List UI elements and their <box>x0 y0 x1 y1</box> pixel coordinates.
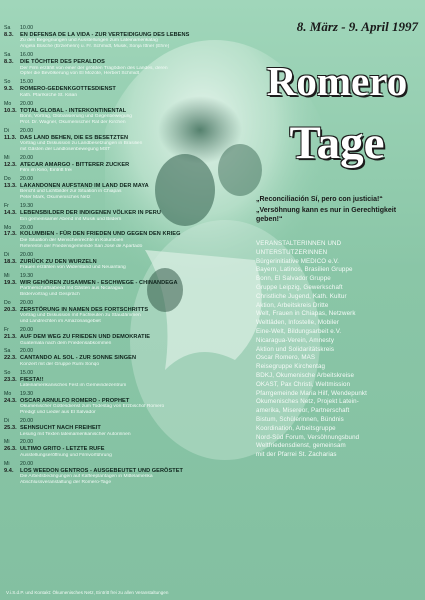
entry-description: Lesung mit Texten lateinamerikanischer Autorinnen <box>20 431 131 437</box>
entry-description: Vortrag und Diskussion zu Landbesetzungen in Brasilien <box>20 141 143 147</box>
entry-description: Zu den Begegnungen und Ausstellungen zum Lateinamerikatag <box>20 38 158 44</box>
entry-time: 20.00 <box>20 100 33 107</box>
entry-description: und Landrechten im Amazonasgebiet <box>20 319 101 325</box>
entry-date: 24.3. <box>4 397 17 404</box>
entry-date: 9.4. <box>4 467 14 474</box>
program-entry <box>4 274 274 298</box>
entry-description: Prof. Dr. Wagner, Ökumenischer Rat der Kirchen <box>20 119 126 125</box>
entry-title: ROMERO-GEDENKGOTTESDIENST <box>20 86 116 93</box>
entry-time: 15.00 <box>20 369 33 376</box>
entry-description: Der Film erzählt von einer der größten Tragödien des Landes, deren <box>20 65 168 71</box>
entry-title: AUF DEM WEG ZU FRIEDEN UND DEMOKRATIE <box>20 334 150 341</box>
entry-weekday: Mo <box>4 390 12 397</box>
footer-note: V.i.S.d.P. und Kontakt: Ökumenisches Netz, Eintritt frei zu allen Veranstaltungen <box>6 590 169 595</box>
program-entry <box>4 419 274 437</box>
title-tage: Tage <box>289 117 385 169</box>
entry-title: LEBENSBILDER DER INDIGENEN VÖLKER IN PERU <box>20 210 161 217</box>
entry-weekday: So <box>4 79 11 86</box>
entry-description: Angela Büsche (Erzieherin) u. Fr. Schmidt, Musik, Sonja Ittner (Ehre) <box>20 44 170 50</box>
entry-weekday: Mo <box>4 224 12 231</box>
program-entry <box>4 226 274 250</box>
organizer-line: Bürgerinitiative MEDICO e.V. <box>256 257 340 265</box>
program-entry <box>4 26 274 50</box>
organizer-line: VERANSTALTERINNEN UND <box>256 240 342 247</box>
entry-time: 20.00 <box>20 348 33 355</box>
organizer-line: Aktion und Solidaritätskreis <box>256 345 335 353</box>
entry-weekday: Fr <box>4 203 9 210</box>
entry-title: ATECAR AMARGO - BITTERER ZUCKER <box>20 161 130 168</box>
motto-german: „Versöhnung kann es nur in Gerechtigkeit geben!“ <box>256 206 397 223</box>
program-entry <box>4 328 274 346</box>
organizer-line: Weltläden, Infostelle, Mobiler <box>256 319 340 327</box>
entry-description: Partnerschaftsabend mit Gästen aus Nicaragua <box>20 286 124 292</box>
entry-title: WIR GEHÖREN ZUSAMMEN - ESCHWEGE - CHINANDEGA <box>20 279 178 286</box>
entry-title: FIESTA!! <box>20 376 44 383</box>
program-entry <box>4 301 274 325</box>
entry-date: 13.3. <box>4 183 17 190</box>
entry-weekday: Do <box>4 300 11 307</box>
entry-description: Frauen erzählen von Widerstand und Neuanfang <box>20 265 126 271</box>
entry-description: Die Arbeitsbedingungen auf Kaffeeplantagen in Mittelamerika <box>20 474 153 480</box>
entry-title: EN DEFENSA DE LA VIDA - ZUR VERTEIDIGUNG DES LEBENS <box>20 31 190 38</box>
entry-description: Konzert mit der Gruppe Rumi Sonqo <box>20 361 100 367</box>
entry-date: 23.3. <box>4 376 17 383</box>
entry-description: Kath. Pfarrkirche St. Kilian <box>20 92 78 98</box>
organizer-line: Aktion, Arbeitskreis Dritte <box>256 301 329 309</box>
entry-title: ZERSTÖRUNG IN NAMEN DES FORTSCHRITTS <box>20 307 149 314</box>
entry-description: Die Situation der Menschenrechte in Kolumbien <box>20 237 124 243</box>
entry-title: DAS LAND BEHEN, DIE ES BESETZTEN <box>20 134 129 141</box>
entry-description: Ein gemeinsamer Abend mit Musik und Bildern <box>20 216 122 222</box>
date-range: 8. März - 9. April 1997 <box>296 19 418 34</box>
entry-weekday: Mi <box>4 460 10 467</box>
motto-quote <box>256 196 421 225</box>
organizer-line: Weltfriedensdienst, gemeinsam <box>256 442 346 450</box>
entry-date: 25.3. <box>4 425 17 432</box>
program-entry <box>4 102 274 126</box>
entry-title: ULTIMO GRITO - LETZTE RUFE <box>20 446 105 453</box>
program-entry <box>4 392 274 416</box>
entry-description: Ausstellungseröffnung und Filmvorführung <box>20 452 112 458</box>
entry-weekday: Do <box>4 176 11 183</box>
entry-weekday: Mo <box>4 100 12 107</box>
entry-time: 20.00 <box>20 224 33 231</box>
entry-date: 8.3. <box>4 59 14 66</box>
entry-date: 21.3. <box>4 334 17 341</box>
entry-time: 19.30 <box>20 390 33 397</box>
entry-weekday: Sa <box>4 25 11 31</box>
entry-weekday: Di <box>4 418 9 425</box>
entry-date: 20.3. <box>4 307 17 314</box>
entry-description: Guatemala nach dem Friedensabkommen <box>20 340 112 346</box>
entry-date: 26.3. <box>4 446 17 453</box>
organizer-line: amerika, Misereor, Partnerschaft <box>256 407 350 415</box>
entry-date: 9.3. <box>4 86 14 93</box>
entry-description: Lateinamerikanisches Fest im Gemeindezentrum <box>20 383 127 389</box>
entry-weekday: So <box>4 369 11 376</box>
program-entry <box>4 177 274 201</box>
entry-date: 12.3. <box>4 161 17 168</box>
entry-weekday: Mi <box>4 272 10 279</box>
entry-description: Bonn, Vortrag, Globalisierung und Gegenbewegung <box>20 113 133 119</box>
entry-title: LOS WEEDON GENTROS - AUSGEBEUTET UND GERÖSTET <box>20 467 183 474</box>
program-entry <box>4 53 274 77</box>
entry-description: Abschlussveranstaltung der Romero-Tage <box>20 479 112 485</box>
organizer-line: Bayern, Latinos, Brasilien Gruppe <box>256 266 353 274</box>
entry-weekday: Di <box>4 251 9 258</box>
entry-description: Bildervortrag und Gespräch <box>20 292 80 298</box>
entry-weekday: Di <box>4 127 9 134</box>
entry-description: Referentin der Friedensgemeinde San José de Apartadó <box>20 243 143 249</box>
program-entry <box>4 349 274 367</box>
entry-description: Opfer die Bevölkerung von El Mozote, Herbert Schmidt <box>20 71 140 77</box>
entry-description: Bericht und Lichtbilder zur Situation in Chiapas <box>20 189 122 195</box>
entry-description: Peter Mark, Ökumenisches Netz <box>20 195 91 201</box>
entry-title: ZURÜCK ZU DEN WURZELN <box>20 258 97 265</box>
organizer-line: BDKJ, Ökumenische Arbeitskreise <box>256 371 355 379</box>
program-entry <box>4 440 274 458</box>
organizer-line: Bistum, Schülerinnen, Bündnis <box>256 415 344 423</box>
entry-weekday: Fr <box>4 327 9 334</box>
entry-weekday: Mi <box>4 439 10 446</box>
organizer-line: Welt, Frauen in Chiapas, Netzwerk <box>256 310 356 318</box>
organizer-line: mit der Pfarrei St. Zacharias <box>256 451 337 459</box>
entry-description: Ökumenischer Gottesdienst zum Todestag von Erzbischof Romero <box>20 404 165 410</box>
organizer-line: UNTERSTÜTZERINNEN <box>256 248 328 256</box>
program-entry <box>4 156 274 174</box>
organizer-line: Koordination, Arbeitsgruppe <box>256 424 336 432</box>
entry-weekday: Sa <box>4 52 11 59</box>
event-program <box>4 26 274 489</box>
entry-time: 10.00 <box>20 25 33 31</box>
entry-date: 11.3. <box>4 134 17 141</box>
program-entry <box>4 204 274 222</box>
entry-title: CANTANDO AL SOL - ZUR SONNE SINGEN <box>20 355 137 362</box>
entry-date: 18.3. <box>4 258 17 265</box>
organizer-line: Bonn, El Salvador Gruppe <box>256 275 331 283</box>
entry-date: 17.3. <box>4 231 17 238</box>
entry-time: 20.00 <box>20 154 33 161</box>
entry-title: OSCAR ARNULFO ROMERO - PROPHET <box>20 397 130 404</box>
program-entry <box>4 80 274 98</box>
organizer-line: Christliche Jugend, Kath. Kultur <box>256 292 347 300</box>
entry-time: 20.00 <box>20 418 33 425</box>
entry-time: 20.00 <box>20 300 33 307</box>
entry-time: 20.00 <box>20 460 33 467</box>
entry-description: mit Gästen der Landlosenbewegung MST <box>20 146 111 152</box>
entry-description: Film im Kino, Eintritt frei <box>20 168 72 174</box>
entry-weekday: Sa <box>4 348 11 355</box>
entry-time: 20.00 <box>20 176 33 183</box>
organizer-line: ÖKAST, Pax Christi, Weltmission <box>256 380 351 388</box>
organizer-line: Pfarrgemeinde Maria Hilf, Wendepunkt <box>256 389 367 397</box>
organizer-line: Gruppe Leipzig, Gewerkschaft <box>256 283 343 291</box>
entry-title: LAKANDONEN AUFSTAND IM LAND DER MAYA <box>20 183 149 190</box>
motto-spanish: „Reconciliación Sí, pero con justicia!“ <box>256 196 383 203</box>
entry-date: 22.3. <box>4 355 17 362</box>
entry-time: 20.00 <box>20 127 33 134</box>
organizer-line: Nord-Süd Forum, Versöhnungsbund <box>256 433 360 441</box>
entry-description: Vortrag und Diskussion mit Fachleuten zu Staudämmen <box>20 313 141 319</box>
title-romero: Romero <box>266 58 408 104</box>
entry-date: 19.3. <box>4 279 17 286</box>
entry-time: 20.00 <box>20 439 33 446</box>
entry-time: 19.30 <box>20 203 33 210</box>
organizer-line: Ökumenisches Netz, Projekt Latein- <box>256 398 359 406</box>
entry-title: TOTAL GLOBAL - INTERKONTINENTAL <box>20 107 127 114</box>
entry-time: 16.00 <box>20 52 33 59</box>
program-entry <box>4 253 274 271</box>
entry-weekday: Mi <box>4 154 10 161</box>
organizers-list <box>256 240 421 460</box>
entry-time: 20.00 <box>20 251 33 258</box>
entry-title: KOLUMBIEN - FÜR DEN FRIEDEN UND GEGEN DEN KRIEG <box>20 231 181 238</box>
organizer-line: Reisegruppe Kirchentag <box>256 363 326 371</box>
organizer-line: Eine-Welt, Bildungsarbeit e.V. <box>256 327 342 335</box>
program-entry <box>4 129 274 153</box>
entry-date: 8.3. <box>4 31 14 38</box>
entry-date: 14.3. <box>4 210 17 217</box>
entry-title: SEHNSUCHT NACH FREIHEIT <box>20 425 101 432</box>
entry-title: DIE TÖCHTER DES PERALDOS <box>20 59 105 66</box>
entry-date: 10.3. <box>4 107 17 114</box>
entry-time: 20.00 <box>20 327 33 334</box>
organizer-line: Nicaragua-Verein, Amnesty <box>256 336 335 344</box>
entry-time: 15.00 <box>20 79 33 86</box>
entry-description: Predigt und Lieder aus El Salvador <box>20 410 96 416</box>
organizer-line: Oscar Romero, MAS <box>256 354 316 362</box>
entry-time: 19.30 <box>20 272 33 279</box>
program-entry <box>4 371 274 389</box>
program-entry <box>4 462 274 486</box>
